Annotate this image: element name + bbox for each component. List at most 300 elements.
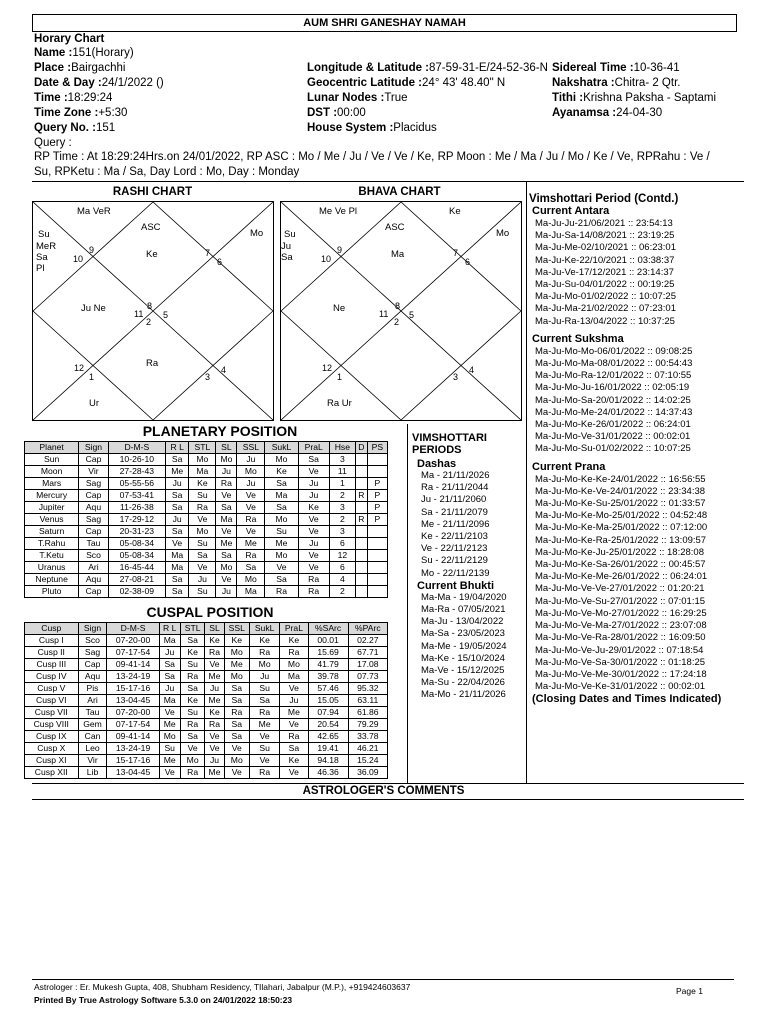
bhava-ju: Ju (281, 241, 292, 252)
cuspal-cell: 13-04-45 (107, 767, 159, 779)
rashi-ur: Ur (89, 398, 100, 409)
info-house-system: House System :Placidus (307, 122, 437, 134)
planetary-cell: Jupiter (25, 502, 79, 514)
cuspal-cell: Cusp I (25, 635, 79, 647)
cuspal-cell: Cusp VI (25, 695, 79, 707)
planetary-header-cell: STL (189, 442, 216, 454)
cuspal-cell: Ve (159, 767, 180, 779)
cuspal-cell: Ke (205, 635, 224, 647)
planetary-cell: Sag (79, 478, 108, 490)
cuspal-cell: Ke (180, 647, 205, 659)
cusp-row (25, 755, 388, 767)
sukshma-item: Ma-Ju-Mo-Ve-31/01/2022 :: 00:02:01 (535, 431, 691, 443)
dasha-item: Ma - 21/11/2026 (421, 470, 490, 481)
cuspal-cell: 20.54 (308, 719, 348, 731)
cuspal-cell: Ra (180, 671, 205, 683)
planetary-cell: Ari (79, 562, 108, 574)
cusp-row (25, 767, 388, 779)
cuspal-cell: Me (205, 767, 224, 779)
cuspal-cell: Cusp II (25, 647, 79, 659)
planetary-cell: Sa (166, 574, 189, 586)
prana-item: Ma-Ju-Mo-Ke-Su-25/01/2022 :: 01:33:57 (535, 498, 706, 510)
info-nakshatra: Nakshatra :Chitra- 2 Qtr. (552, 77, 681, 89)
bhukti-item: Ma-Me - 19/05/2024 (421, 640, 507, 652)
planetary-cell (356, 574, 368, 586)
info-lunar-nodes: Lunar Nodes :True (307, 92, 408, 104)
planetary-cell: Sa (216, 550, 237, 562)
rashi-chart-lines (33, 202, 273, 420)
bhava-ne: Ne (333, 303, 346, 314)
planetary-cell: Sa (265, 502, 298, 514)
cuspal-cell: 39.78 (308, 671, 348, 683)
planetary-cell: Ju (166, 478, 189, 490)
planetary-cell: 16-45-44 (108, 562, 165, 574)
planetary-cell: Ju (237, 478, 265, 490)
info-name: Name :151(Horary) (34, 47, 134, 59)
planetary-header-cell: SL (216, 442, 237, 454)
cuspal-cell: 09-41-14 (107, 731, 159, 743)
planet-row (25, 466, 388, 478)
rp-info: RP Time : At 18:29:24Hrs.on 24/01/2022, RP ASC : Mo / Me / Ju / Ve / Ve / Ke, RP Moon : Me / Ma / Ju / Mo / Ke / Ve, RPRahu : Ve / Su, RPKetu : Ma / Sa, Day Lord : Mo, Day : Monday (34, 151, 710, 178)
cuspal-header-cell: Sign (78, 623, 107, 635)
cuspal-cell: Ke (180, 695, 205, 707)
cuspal-cell: 13-24-19 (107, 743, 159, 755)
sukshma-item: Ma-Ju-Mo-Ju-16/01/2022 :: 02:05:19 (535, 382, 690, 394)
planetary-cell: 2 (329, 586, 355, 598)
planetary-cell: Ve (298, 514, 329, 526)
planetary-cell (367, 466, 387, 478)
planetary-cell: Sa (166, 490, 189, 502)
prana-item: Ma-Ju-Mo-Ke-Me-26/01/2022 :: 06:24:01 (535, 571, 708, 583)
planetary-cell: Ma (166, 550, 189, 562)
info-tithi: Tithi :Krishna Paksha - Saptami (552, 92, 717, 104)
planetary-cell: 3 (329, 526, 355, 538)
prana-item: Ma-Ju-Mo-Ve-Ve-27/01/2022 :: 01:20:21 (535, 583, 705, 595)
cuspal-cell: Su (249, 683, 279, 695)
planetary-cell: Me (237, 538, 265, 550)
antara-item: Ma-Ju-Ju-21/06/2021 :: 23:54:13 (535, 218, 673, 229)
cuspal-cell: Ra (205, 719, 224, 731)
cuspal-cell: Aqu (78, 671, 107, 683)
planetary-cell: Mo (265, 454, 298, 466)
planetary-cell: Ju (237, 454, 265, 466)
prana-item: Ma-Ju-Mo-Ke-Ve-24/01/2022 :: 23:34:38 (535, 485, 706, 497)
antara-item: Ma-Ju-Ke-22/10/2021 :: 03:38:37 (535, 254, 675, 266)
cuspal-cell: 19.41 (308, 743, 348, 755)
cuspal-cell: Cusp XI (25, 755, 79, 767)
planetary-cell: Cap (79, 454, 108, 466)
planetary-cell: 4 (329, 574, 355, 586)
planetary-cell: Ra (216, 478, 237, 490)
bhava-chart: Me Ve Pl Ke ASC Mo Su Ju Sa Ma Ne Ra Ur 9 10 7 6 8 11 2 5 12 1 3 4 (280, 201, 522, 421)
planetary-cell: Ma (166, 562, 189, 574)
rashi-june: Ju Ne (81, 303, 106, 314)
cuspal-cell: Ve (224, 743, 249, 755)
planetary-cell: Pluto (25, 586, 79, 598)
cusp-row (25, 719, 388, 731)
cuspal-cell: 07-17-54 (107, 719, 159, 731)
cuspal-cell: Ve (205, 743, 224, 755)
planetary-cell: 11-26-38 (108, 502, 165, 514)
planetary-cell: Cap (79, 586, 108, 598)
cuspal-header-cell: SukL (249, 623, 279, 635)
bhava-chart-title: BHAVA CHART (358, 186, 441, 198)
planetary-cell: Ju (298, 538, 329, 550)
cuspal-cell: Ju (280, 695, 308, 707)
planetary-header-cell: PraL (298, 442, 329, 454)
cuspal-cell: Sa (180, 731, 205, 743)
query-label: Query : (34, 137, 72, 149)
cuspal-cell: Ve (249, 731, 279, 743)
cuspal-cell: 46.21 (348, 743, 387, 755)
footer-astrologer: Astrologer : Er. Mukesh Gupta, 408, Shubham Residency, TIlahari, Jabalpur (M.P.), +919424603637 (34, 982, 411, 992)
planetary-cell: Ve (216, 526, 237, 538)
cuspal-cell: Ju (159, 683, 180, 695)
cuspal-cell: Ke (205, 707, 224, 719)
planetary-cell: Ra (265, 586, 298, 598)
prana-item: Ma-Ju-Mo-Ve-Sa-30/01/2022 :: 01:18:25 (535, 656, 706, 668)
cuspal-cell: Ve (249, 755, 279, 767)
sukshma-item: Ma-Ju-Mo-Ma-08/01/2022 :: 00:54:43 (535, 358, 693, 370)
cuspal-cell: Ve (205, 731, 224, 743)
planetary-cell: Mars (25, 478, 79, 490)
cusp-row (25, 683, 388, 695)
rashi-pl: Pl (36, 263, 45, 274)
bhukti-item: Ma-Ra - 07/05/2021 (421, 604, 506, 616)
planet-row (25, 562, 388, 574)
info-mid (307, 61, 548, 136)
divider-top (32, 181, 744, 182)
cuspal-cell: 33.78 (348, 731, 387, 743)
sukshma-item: Ma-Ju-Mo-Sa-20/01/2022 :: 14:02:25 (535, 394, 691, 406)
cuspal-cell: Su (249, 743, 279, 755)
cuspal-position-title: CUSPAL POSITION (146, 604, 274, 620)
planetary-cell: Ve (298, 562, 329, 574)
planetary-cell: Ra (189, 502, 216, 514)
rashi-house-11-planets: Mo (250, 228, 264, 239)
page-header: AUM SHRI GANESHAY NAMAH (32, 14, 737, 32)
planet-row (25, 490, 388, 502)
planetary-cell: 10-26-10 (108, 454, 165, 466)
planetary-cell: 05-55-56 (108, 478, 165, 490)
cuspal-cell: Sa (159, 659, 180, 671)
planetary-cell: Mo (237, 466, 265, 478)
planetary-cell: Ju (298, 490, 329, 502)
planetary-cell: Su (189, 538, 216, 550)
cuspal-cell: Ke (280, 635, 308, 647)
planetary-cell: Mo (237, 574, 265, 586)
cuspal-cell: Cusp IV (25, 671, 79, 683)
cuspal-cell: Mo (224, 755, 249, 767)
sukshma-item: Ma-Ju-Mo-Ra-12/01/2022 :: 07:10:55 (535, 370, 692, 382)
cuspal-cell: Mo (180, 755, 205, 767)
planet-row (25, 514, 388, 526)
divider-bottom (32, 783, 744, 784)
planetary-cell (356, 502, 368, 514)
planetary-cell: T.Rahu (25, 538, 79, 550)
cuspal-cell: 67.71 (348, 647, 387, 659)
cuspal-cell: 07.73 (348, 671, 387, 683)
cuspal-cell: Ve (224, 767, 249, 779)
planetary-cell: Venus (25, 514, 79, 526)
bhukti-item: Ma-Ve - 15/12/2025 (421, 665, 505, 677)
cuspal-cell: 07-20-00 (107, 707, 159, 719)
planetary-cell (356, 586, 368, 598)
planetary-cell: Cap (79, 490, 108, 502)
cuspal-cell: 42.65 (308, 731, 348, 743)
planetary-cell: P (367, 478, 387, 490)
planetary-cell: Moon (25, 466, 79, 478)
cuspal-cell: Me (159, 719, 180, 731)
cuspal-cell: 09-41-14 (107, 659, 159, 671)
cuspal-header-cell: PraL (280, 623, 308, 635)
bhava-asc: ASC (385, 222, 405, 233)
bhava-su: Su (284, 229, 296, 240)
sukshma-item: Ma-Ju-Mo-Me-24/01/2022 :: 14:37:43 (535, 406, 693, 418)
current-bhukti-label: Current Bhukti (417, 579, 494, 592)
dasha-item: Su - 22/11/2129 (421, 555, 488, 567)
cuspal-cell: 15-17-16 (107, 755, 159, 767)
planetary-cell: 11 (329, 466, 355, 478)
dasha-item: Sa - 21/11/2079 (421, 506, 488, 518)
prana-item: Ma-Ju-Mo-Ke-Ke-24/01/2022 :: 16:56:55 (535, 473, 706, 485)
planetary-cell: Mo (265, 550, 298, 562)
planetary-cell: Mo (216, 562, 237, 574)
planetary-cell: Aqu (79, 502, 108, 514)
planetary-cell (367, 562, 387, 574)
divider-vim-col (407, 424, 408, 783)
prana-item: Ma-Ju-Mo-Ke-Ma-25/01/2022 :: 07:12:00 (535, 522, 708, 534)
planetary-cell: Saturn (25, 526, 79, 538)
cuspal-header-cell: SSL (224, 623, 249, 635)
planetary-cell: Ju (216, 586, 237, 598)
planetary-cell: Ve (298, 466, 329, 478)
cuspal-cell: 13-04-45 (107, 695, 159, 707)
planetary-header-cell: D-M-S (108, 442, 165, 454)
planetary-cell: Uranus (25, 562, 79, 574)
dasha-item: Me - 21/11/2096 (421, 518, 490, 530)
planetary-cell: 1 (329, 478, 355, 490)
planetary-cell: Sa (265, 574, 298, 586)
vimshottari-title: VIMSHOTTARI (412, 432, 487, 444)
planetary-cell: 12 (329, 550, 355, 562)
planet-row (25, 454, 388, 466)
planetary-cell: Ve (216, 574, 237, 586)
cuspal-cell: Sag (78, 647, 107, 659)
cuspal-cell: Cusp III (25, 659, 79, 671)
vimshottari-periods-title: PERIODS (412, 444, 462, 456)
cuspal-cell: Vir (78, 755, 107, 767)
cuspal-cell: Su (180, 707, 205, 719)
planetary-cell (356, 478, 368, 490)
planetary-cell: 17-29-12 (108, 514, 165, 526)
cuspal-cell: Ra (249, 767, 279, 779)
planetary-cell (356, 538, 368, 550)
planetary-cell: 2 (329, 514, 355, 526)
planetary-cell: Mo (265, 514, 298, 526)
planetary-cell (367, 550, 387, 562)
planetary-cell: Ve (237, 526, 265, 538)
cuspal-cell: Ra (205, 647, 224, 659)
cuspal-cell: Su (159, 743, 180, 755)
rashi-chart-title: RASHI CHART (112, 186, 193, 198)
prana-item: Ma-Ju-Mo-Ve-Mo-27/01/2022 :: 16:29:25 (535, 607, 707, 619)
cuspal-cell: Ra (249, 647, 279, 659)
bhukti-item: Ma-Ke - 15/10/2024 (421, 652, 505, 664)
cuspal-cell: Sco (78, 635, 107, 647)
bhava-ke-top: Ke (449, 206, 461, 217)
planetary-cell: T.Ketu (25, 550, 79, 562)
planet-row (25, 586, 388, 598)
planetary-cell (367, 454, 387, 466)
planetary-cell: Sa (166, 502, 189, 514)
footer-page-number: Page 1 (676, 986, 703, 996)
planet-row (25, 478, 388, 490)
planetary-cell: Ke (265, 466, 298, 478)
planetary-cell: 3 (329, 454, 355, 466)
cuspal-cell: Ve (280, 767, 308, 779)
planetary-cell: Ra (298, 586, 329, 598)
cuspal-cell: Sa (224, 683, 249, 695)
antara-item: Ma-Ju-Mo-01/02/2022 :: 10:07:25 (535, 291, 677, 303)
info-longlat: Longitude & Latitude :87-59-31-E/24-52-36-N (307, 62, 548, 74)
bhava-sa: Sa (281, 252, 293, 263)
cuspal-cell: 00.01 (308, 635, 348, 647)
cuspal-cell: Mo (159, 731, 180, 743)
cuspal-cell: Pis (78, 683, 107, 695)
cusp-row (25, 731, 388, 743)
cuspal-cell: Ve (280, 719, 308, 731)
info-dst: DST :00:00 (307, 107, 366, 119)
rashi-ke: Ke (146, 249, 158, 260)
planetary-cell: 05-08-34 (108, 538, 165, 550)
cuspal-cell: Ra (180, 719, 205, 731)
info-geolat: Geocentric Latitude :24° 43' 48.40" N (307, 77, 506, 89)
cuspal-cell: Ve (180, 743, 205, 755)
info-date: Date & Day :24/1/2022 () (34, 77, 164, 89)
planetary-cell: 3 (329, 502, 355, 514)
rashi-asc: ASC (141, 222, 161, 233)
antara-item: Ma-Ju-Me-02/10/2021 :: 06:23:01 (535, 242, 677, 254)
cuspal-cell: Ra (280, 731, 308, 743)
planetary-cell: Su (189, 586, 216, 598)
cuspal-header-cell: %PArc (348, 623, 387, 635)
planetary-cell: R (356, 514, 368, 526)
cuspal-cell: Ve (205, 659, 224, 671)
planetary-cell (356, 454, 368, 466)
vimshottari-panel (412, 432, 507, 702)
cuspal-cell: Ra (180, 767, 205, 779)
chart-title: Horary Chart (34, 33, 105, 45)
planetary-cell: Ra (237, 550, 265, 562)
planet-row (25, 550, 388, 562)
planetary-cell: Sa (166, 454, 189, 466)
planetary-cell (356, 466, 368, 478)
bhava-house-12-planets: Me Ve Pl (319, 206, 358, 217)
cuspal-cell: Sa (159, 671, 180, 683)
planetary-cell: Sa (189, 550, 216, 562)
cuspal-cell: 07-17-54 (107, 647, 159, 659)
cuspal-header-cell: Cusp (25, 623, 79, 635)
dasha-item: Ve - 22/11/2123 (421, 543, 488, 555)
cuspal-cell: Mo (224, 671, 249, 683)
prana-item: Ma-Ju-Mo-Ve-Ra-28/01/2022 :: 16:09:50 (535, 632, 706, 644)
sukshma-item: Ma-Ju-Mo-Mo-06/01/2022 :: 09:08:25 (535, 345, 693, 357)
cuspal-cell: 79.29 (348, 719, 387, 731)
planetary-cell (356, 526, 368, 538)
closing-note: (Closing Dates and Times Indicated) (532, 693, 722, 706)
planetary-cell: Ke (189, 478, 216, 490)
planetary-table (24, 441, 388, 598)
cuspal-cell: Cusp IX (25, 731, 79, 743)
planetary-cell: Sag (79, 514, 108, 526)
planetary-header-cell: SukL (265, 442, 298, 454)
cuspal-cell: Me (159, 755, 180, 767)
planetary-cell: Tau (79, 538, 108, 550)
cuspal-cell: 07-20-00 (107, 635, 159, 647)
info-right (552, 61, 716, 121)
planetary-cell (356, 562, 368, 574)
prana-item: Ma-Ju-Mo-Ve-Me-30/01/2022 :: 17:24:18 (535, 668, 707, 680)
planetary-cell: Ve (237, 490, 265, 502)
cuspal-cell: Ra (224, 707, 249, 719)
bhukti-item: Ma-Sa - 23/05/2023 (421, 628, 505, 640)
sukshma-item: Ma-Ju-Mo-Ke-26/01/2022 :: 06:24:01 (535, 419, 691, 431)
cuspal-cell: Sa (249, 695, 279, 707)
cuspal-cell: Tau (78, 707, 107, 719)
planetary-cell: P (367, 490, 387, 502)
planetary-header-cell: Hse (329, 442, 355, 454)
planetary-cell: P (367, 514, 387, 526)
cuspal-cell: 94.18 (308, 755, 348, 767)
cuspal-cell: Sa (180, 635, 205, 647)
planetary-cell: Sa (265, 478, 298, 490)
planet-row (25, 502, 388, 514)
cuspal-cell: 46.36 (308, 767, 348, 779)
planetary-cell: Mo (189, 526, 216, 538)
cuspal-cell: 95.32 (348, 683, 387, 695)
planetary-cell (367, 574, 387, 586)
cuspal-cell: Ju (249, 671, 279, 683)
cusp-row (25, 659, 388, 671)
prana-item: Ma-Ju-Mo-Ke-Mo-25/01/2022 :: 04:52:48 (535, 510, 708, 522)
planetary-cell: Ju (166, 514, 189, 526)
cuspal-cell: Ke (224, 635, 249, 647)
planetary-header-cell: SSL (237, 442, 265, 454)
divider-right-col (526, 181, 527, 783)
bhukti-item: Ma-Ma - 19/04/2020 (421, 591, 507, 603)
planetary-cell: Mercury (25, 490, 79, 502)
cuspal-cell: Ke (280, 755, 308, 767)
cuspal-cell: Ve (280, 683, 308, 695)
cuspal-header-cell: SL (205, 623, 224, 635)
cuspal-cell: Me (205, 695, 224, 707)
bhava-chart-lines (281, 202, 521, 420)
cuspal-cell: Ve (159, 707, 180, 719)
planetary-cell: Ra (237, 514, 265, 526)
bhukti-item: Ma-Mo - 21/11/2026 (421, 689, 506, 701)
planetary-position-title: PLANETARY POSITION (142, 423, 298, 439)
cuspal-cell: Ju (205, 755, 224, 767)
planetary-cell: Me (216, 538, 237, 550)
divider-comments (32, 799, 744, 800)
cuspal-cell: 41.79 (308, 659, 348, 671)
cuspal-cell: Mo (249, 659, 279, 671)
planetary-cell: Sa (216, 502, 237, 514)
planetary-cell: Su (189, 490, 216, 502)
rashi-sa: Sa (36, 252, 48, 263)
info-left (34, 46, 164, 136)
